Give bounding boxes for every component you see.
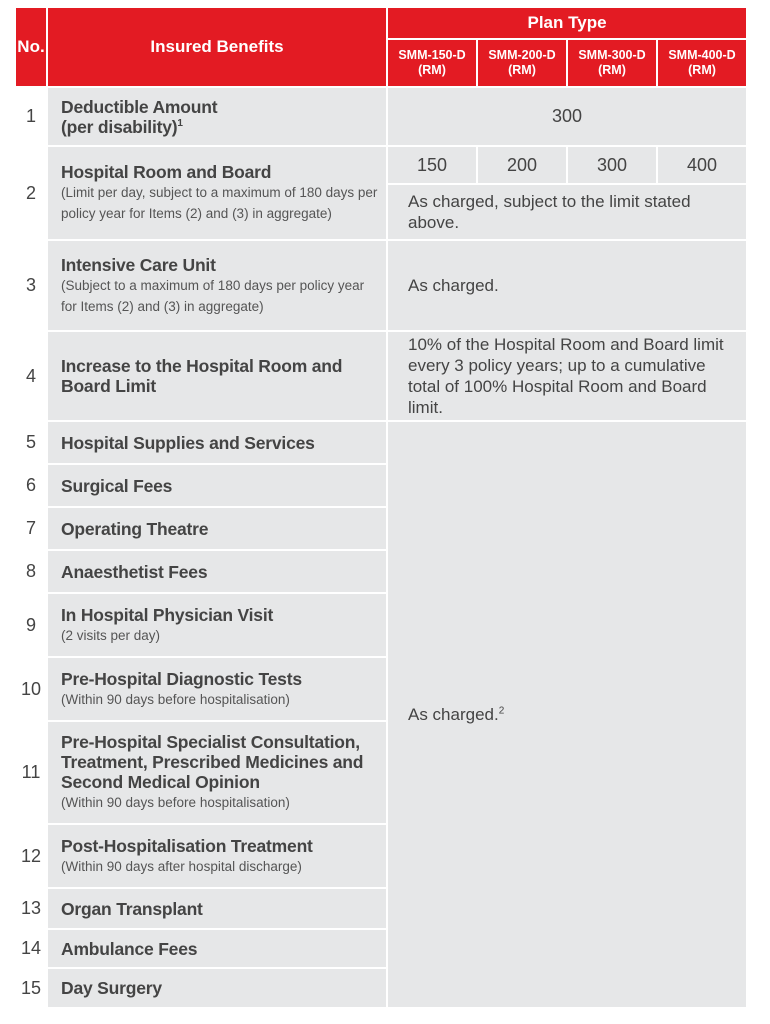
benefit-subtext: (2 visits per day) — [61, 627, 161, 643]
header-insured-benefits: Insured Benefits — [48, 8, 386, 86]
benefit-title: Ambulance Fees — [61, 938, 198, 959]
row-number: 8 — [16, 551, 46, 592]
benefit-title: Intensive Care Unit — [61, 254, 216, 275]
header-plan-smm-200: SMM-200-D (RM) — [478, 40, 566, 86]
header-plan-smm-150: SMM-150-D (RM) — [388, 40, 476, 86]
header-plan-type: Plan Type — [388, 8, 746, 38]
benefit-title: Pre-Hospital Diagnostic Tests — [61, 668, 302, 689]
benefit-cell — [48, 722, 386, 823]
footnote-marker: 2 — [498, 705, 505, 717]
row-number: 11 — [16, 722, 46, 823]
table-row — [16, 332, 746, 420]
benefit-title: Operating Theatre — [61, 518, 209, 539]
row-number: 9 — [16, 594, 46, 656]
benefit-title: Anaesthetist Fees — [61, 561, 208, 582]
benefit-title: Deductible Amount — [61, 96, 218, 117]
table-row — [16, 422, 746, 463]
benefit-cell — [48, 594, 386, 656]
header-no: No. — [16, 8, 46, 86]
benefit-cell — [48, 147, 386, 239]
table-row — [16, 88, 746, 145]
benefit-cell — [48, 332, 386, 420]
room-limit-smm-400: 400 — [658, 147, 746, 183]
benefit-title: Surgical Fees — [61, 475, 173, 496]
row-number: 12 — [16, 825, 46, 887]
row-number: 15 — [16, 969, 46, 1007]
benefit-cell — [48, 508, 386, 549]
room-limit-increase-value: 10% of the Hospital Room and Board limit every 3 policy years; up to a cumulative total of 100% Hospital Room and Board limit. — [388, 332, 746, 420]
row-number: 5 — [16, 422, 46, 463]
benefit-title: Increase to the Hospital Room and Board Limit — [61, 356, 343, 396]
benefit-cell — [48, 889, 386, 928]
row-number: 14 — [16, 930, 46, 967]
benefit-cell — [48, 465, 386, 506]
benefit-title: Hospital Supplies and Services — [61, 432, 315, 453]
header-plan-smm-400: SMM-400-D (RM) — [658, 40, 746, 86]
room-limit-smm-150: 150 — [388, 147, 476, 183]
table-row — [16, 147, 746, 183]
benefit-subtext: (Within 90 days before hospitalisation) — [61, 691, 290, 707]
benefit-title: In Hospital Physician Visit — [61, 604, 274, 625]
room-limit-smm-300: 300 — [568, 147, 656, 183]
benefit-cell — [48, 930, 386, 967]
room-limit-smm-200: 200 — [478, 147, 566, 183]
benefit-title: Post-Hospitalisation Treatment — [61, 835, 313, 856]
benefit-title: Day Surgery — [61, 978, 162, 998]
benefit-title: Organ Transplant — [61, 898, 203, 919]
benefit-cell — [48, 422, 386, 463]
row-number: 6 — [16, 465, 46, 506]
header-row — [16, 8, 746, 38]
benefit-subtext: (Within 90 days before hospitalisation) — [61, 795, 290, 810]
merged-as-charged-value: As charged.$^2$ — [388, 422, 746, 1007]
row-number: 7 — [16, 508, 46, 549]
benefit-cell — [48, 551, 386, 592]
benefit-title-line2: (per disability)$^1$ — [61, 116, 183, 137]
benefit-cell — [48, 658, 386, 720]
deductible-value: 300 — [388, 88, 746, 145]
benefit-cell — [48, 825, 386, 887]
benefit-cell — [48, 969, 386, 1007]
icu-value: As charged. — [388, 241, 746, 330]
benefit-subtext: (Subject to a maximum of 180 days per policy year for Items (2) and (3) in aggregate) — [61, 277, 365, 314]
benefit-cell — [48, 88, 386, 145]
table-row — [16, 241, 746, 330]
benefit-subtext: (Within 90 days after hospital discharge) — [61, 858, 302, 874]
benefit-title: Hospital Room and Board — [61, 162, 272, 182]
room-board-value: As charged, subject to the limit stated above. — [388, 185, 746, 239]
header-plan-smm-300: SMM-300-D (RM) — [568, 40, 656, 86]
benefit-subtext: (Limit per day, subject to a maximum of 180 days per policy year for Items (2) and (3) in aggregate) — [61, 185, 378, 221]
benefits-table — [14, 6, 748, 1009]
benefit-title: Pre-Hospital Specialist Consultation, Treatment, Prescribed Medicines and Second Medical Opinion — [61, 732, 364, 792]
benefits-table-container — [14, 6, 746, 1009]
footnote-marker: 1 — [177, 117, 183, 129]
row-number: 10 — [16, 658, 46, 720]
benefit-cell — [48, 241, 386, 330]
row-number: 2 — [16, 147, 46, 239]
row-number: 13 — [16, 889, 46, 928]
row-number: 4 — [16, 332, 46, 420]
row-number: 3 — [16, 241, 46, 330]
row-number: 1 — [16, 88, 46, 145]
